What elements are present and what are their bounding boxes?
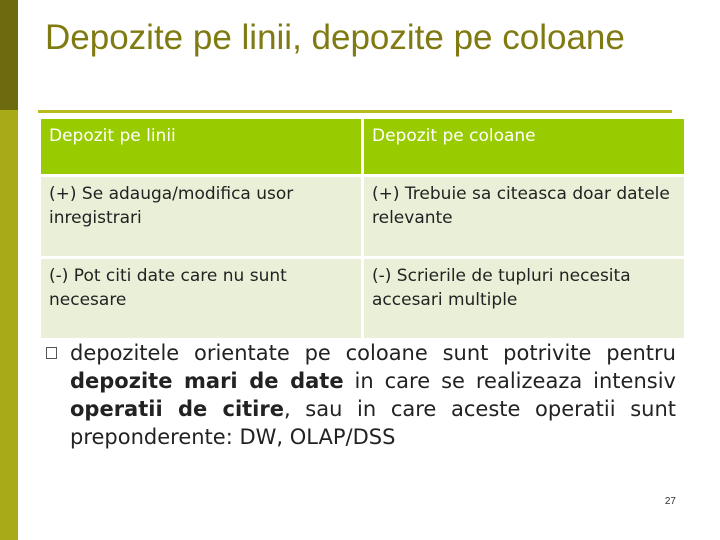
slide-title: Depozite pe linii, depozite pe coloane (45, 18, 625, 57)
square-bullet-icon (46, 347, 57, 359)
bullet-emphasis: depozite mari de date (70, 369, 344, 393)
bullet-text-part: in care se realizeaza intensiv (343, 369, 676, 393)
table-cell: (+) Se adauga/modifica usor inregistrari (41, 174, 361, 256)
header-cell-row-store: Depozit pe linii (41, 119, 361, 174)
bullet-item (46, 339, 676, 451)
title-divider (38, 110, 672, 113)
left-accent-bar-top (0, 0, 18, 110)
bullet-text-part: depozitele orientate pe coloane sunt potrivite pentru (70, 341, 676, 365)
table-cell: (-) Pot citi date care nu sunt necesare (41, 256, 361, 338)
header-cell-column-store: Depozit pe coloane (361, 119, 684, 174)
bullet-text (70, 339, 676, 451)
table-cell: (+) Trebuie sa citeasca doar datele relevante (361, 174, 684, 256)
table-cell: (-) Scrierile de tupluri necesita accesari multiple (361, 256, 684, 338)
bullet-text-part: , sau in care aceste operatii sunt preponderente: DW, OLAP/DSS (70, 397, 676, 449)
page-number: 27 (664, 496, 676, 507)
table-header-row (41, 119, 684, 174)
table-row (41, 174, 684, 256)
bullet-emphasis: operatii de citire (70, 397, 284, 421)
table-row (41, 256, 684, 338)
comparison-table (41, 119, 684, 338)
